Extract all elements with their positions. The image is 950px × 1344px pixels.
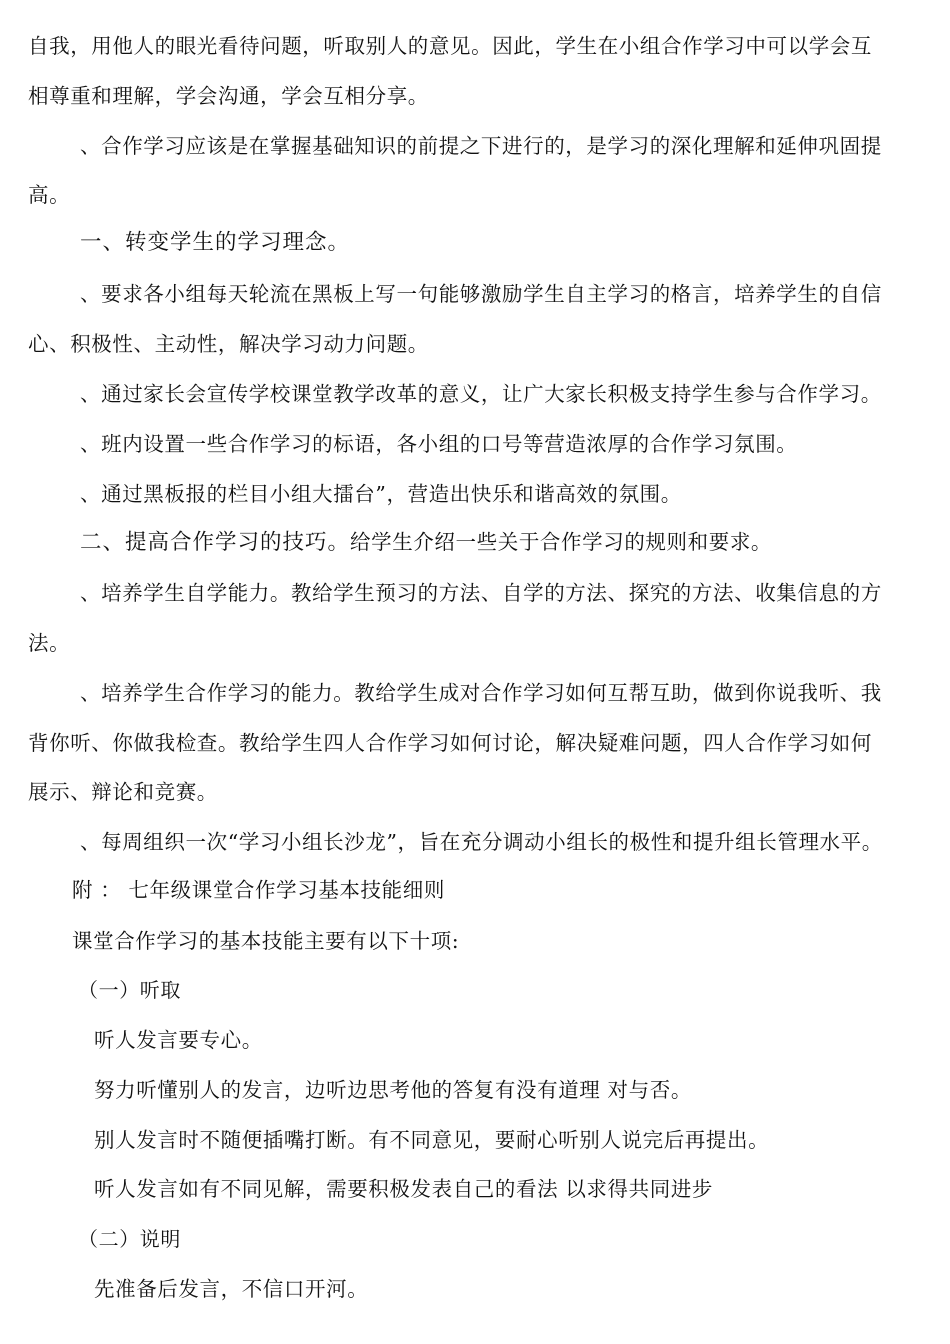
paragraph-line: 高。	[28, 183, 71, 207]
paragraph-line: 、通过家长会宣传学校课堂教学改革的意义，让广大家长积极支持学生参与合作学习。	[80, 382, 882, 406]
list-item: 听人发言如有不同见解，需要积极发表自己的看法 以求得共同进步	[94, 1177, 714, 1201]
list-item: 努力听懂别人的发言，边听边思考他的答复有没有道理 对与否。	[94, 1078, 692, 1102]
paragraph-line: 展示、辩论和竞赛。	[28, 780, 218, 804]
list-item: 先准备后发言，不信口开河。	[94, 1277, 369, 1301]
list-item: 别人发言时不随便插嘴打断。有不同意见，要耐心听别人说完后再提出。	[94, 1128, 770, 1152]
paragraph-line: 、合作学习应该是在掌握基础知识的前提之下进行的，是学习的深化理解和延伸巩固提	[80, 134, 882, 158]
list-item: 听人发言要专心。	[94, 1028, 263, 1052]
section-heading-2-rest: 给学生介绍一些关于合作学习的规则和要求。	[350, 530, 773, 554]
subsection-heading-explain: （二）说明	[78, 1227, 181, 1251]
paragraph-line: 、要求各小组每天轮流在黑板上写一句能够激励学生自主学习的格言，培养学生的自信	[80, 282, 882, 306]
paragraph-line: 、培养学生自学能力。教给学生预习的方法、自学的方法、探究的方法、收集信息的方	[80, 581, 882, 605]
paragraph-line: 自我，用他人的眼光看待问题，听取别人的意见。因此，学生在小组合作学习中可以学会互	[28, 34, 872, 58]
paragraph-line: 课堂合作学习的基本技能主要有以下十项:	[72, 929, 460, 953]
paragraph-line: 、班内设置一些合作学习的标语，各小组的口号等营造浓厚的合作学习氛围。	[80, 432, 798, 456]
paragraph-line: 法。	[28, 631, 71, 655]
appendix-title: 附 ： 七年级课堂合作学习基本技能细则	[72, 878, 445, 902]
section-heading-2-line	[0, 529, 950, 556]
section-heading-1: 一、转变学生的学习理念。	[80, 230, 351, 255]
paragraph-line: 背你听、你做我检查。教给学生四人合作学习如何讨论，解决疑难问题，四人合作学习如何	[28, 731, 872, 755]
paragraph-line: 心、积极性、主动性，解决学习动力问题。	[28, 332, 429, 356]
paragraph-line: 、每周组织一次“学习小组长沙龙”，旨在充分调动小组长的极性和提升组长管理水平。	[80, 830, 883, 854]
subsection-heading-listen: （一）听取	[78, 978, 181, 1002]
paragraph-line: 、通过黑板报的栏目小组大擂台”，营造出快乐和谐高效的氛围。	[80, 482, 682, 506]
paragraph-line: 、培养学生合作学习的能力。教给学生成对合作学习如何互帮互助，做到你说我听、我	[80, 681, 882, 705]
section-heading-2: 二、提高合作学习的技巧。	[80, 530, 351, 555]
paragraph-line: 相尊重和理解，学会沟通，学会互相分享。	[28, 84, 429, 108]
